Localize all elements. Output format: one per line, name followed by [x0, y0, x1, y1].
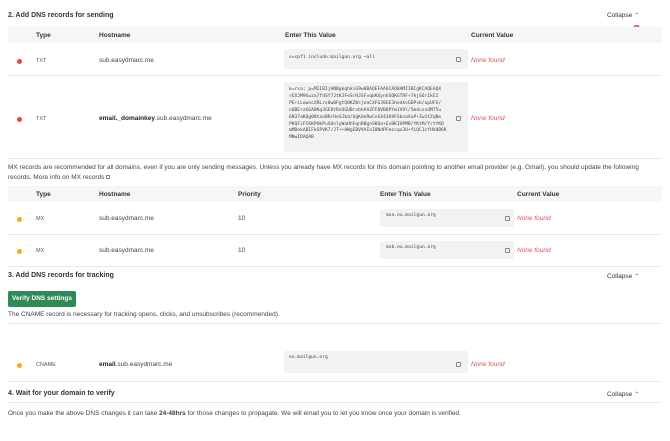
divider — [8, 75, 662, 76]
current-value-status: None found — [517, 215, 551, 222]
external-link-icon — [106, 175, 110, 179]
col-hostname: Hostname — [99, 191, 131, 198]
record-type: MX — [36, 248, 45, 254]
current-value-status: None found — [471, 57, 505, 64]
col-type: Type — [36, 32, 51, 39]
required-dot-icon — [17, 117, 22, 122]
required-dot-icon — [17, 59, 22, 64]
record-type: CNAME — [36, 362, 56, 368]
copy-icon[interactable] — [456, 116, 461, 121]
section-verify-title: 4. Wait for your domain to verify — [8, 390, 115, 397]
hostname-rest-part: .sub.easydmarc.me — [115, 361, 173, 368]
collapse-sending-toggle[interactable] — [607, 12, 639, 19]
mx-value: mxa.eu.mailgun.org — [386, 213, 436, 218]
recommended-dot-icon — [17, 217, 22, 222]
record-hostname: sub.easydmarc.me — [99, 215, 154, 222]
record-type: MX — [36, 216, 45, 222]
divider — [8, 266, 662, 267]
col-current-value: Current Value — [471, 32, 514, 39]
record-hostname: sub.easydmarc.me — [99, 57, 154, 64]
divider — [8, 402, 662, 403]
copy-icon[interactable] — [505, 248, 510, 253]
cname-note: The CNAME record is necessary for tracking opens, clicks, and unsubscribes (recommended). — [8, 311, 280, 318]
col-hostname: Hostname — [99, 32, 131, 39]
collapse-verify-toggle[interactable] — [607, 391, 639, 398]
col-type: Type — [36, 191, 51, 198]
chevron-up-icon: ⌃ — [634, 13, 640, 19]
copy-icon[interactable] — [505, 216, 510, 221]
record-hostname — [99, 361, 172, 368]
record-type: TXT — [36, 58, 47, 64]
record-hostname: sub.easydmarc.me — [99, 247, 154, 254]
current-value-status: None found — [471, 115, 505, 122]
current-value-status: None found — [471, 361, 505, 368]
divider — [8, 158, 662, 159]
collapse-label: Collapse — [607, 12, 633, 19]
recommended-dot-icon — [17, 363, 22, 368]
mx-note — [8, 163, 658, 183]
copy-icon[interactable] — [456, 362, 461, 367]
propagation-text-pre: Once you make the above DNS changes it can take — [8, 410, 160, 417]
chevron-up-icon: ⌃ — [634, 274, 640, 280]
divider — [8, 381, 662, 382]
col-priority: Priority — [238, 191, 261, 198]
record-hostname — [99, 115, 212, 122]
col-current-value: Current Value — [517, 191, 560, 198]
mx-records-link[interactable]: MX records — [71, 174, 105, 181]
hostname-bold-part: email — [99, 361, 116, 368]
current-value-status: None found — [517, 247, 551, 254]
collapse-label: Collapse — [607, 391, 633, 398]
record-priority: 10 — [238, 215, 246, 222]
hostname-bold-part: email._domainkey — [99, 115, 155, 122]
propagation-note — [8, 409, 461, 419]
verify-dns-settings-button[interactable]: Verify DNS settings — [8, 291, 76, 307]
dkim-value: k=rsa; p=MIIBIjANBgkqhkiG9w0BAQEFAAOCAQ8AMIIBCgKCAQEAQX rEXJM9Guza7fdSY7JtKJFeSrHJSFvqbKXynhSQKGTRF+7kjS6rIkEI PE+iLowncXRLrs0w0FgtQ0KZ0sjeaCXFGJ0GE3hedkvGDPvb/apUFX/ nOBE+zGGA0Kq3GE8tRnOGUBrvbhAAZFF8VB8PYm1V9l/5m4cxsdM75u 6N37aKQg08tanBRrHeSJbd/UgKdnRwCnSX4369FSbsaXaP+Zw1tZqNe PKQFiFCKKPHbPuSUnlyWaHhFqnRBgnSKOa+EvBKIHPMB/YKtM/YrtYKD mMDekABIFkSPVK7/JT++8WgEBVVAIeI8NdPFmzcqx3U+fLQC1cfHVdB6K MNwIDAQAB — [289, 87, 447, 141]
section-tracking-title: 3. Add DNS records for tracking — [8, 272, 114, 279]
mx-note-text: MX records are recommended for all domains, even if you are only sending messages. Unless you already have MX records for this domain pointing to another email provider (e.g. Gmail), you should update the following records. More info on — [8, 164, 639, 181]
copy-icon[interactable] — [456, 57, 461, 62]
col-enter-value: Enter This Value — [380, 191, 431, 198]
cname-value: eu.mailgun.org — [289, 355, 328, 360]
record-type: TXT — [36, 116, 47, 122]
col-enter-value: Enter This Value — [285, 32, 336, 39]
chevron-up-icon: ⌃ — [634, 392, 640, 398]
divider — [8, 323, 662, 324]
collapse-label: Collapse — [607, 273, 633, 280]
hostname-rest-part: .sub.easydmarc.me — [155, 115, 212, 122]
divider — [8, 234, 662, 235]
propagation-text-post: for those changes to propagate. We will email you to let you know once your domain is verified. — [185, 410, 461, 417]
section-sending-title: 2. Add DNS records for sending — [8, 12, 114, 19]
recommended-dot-icon — [17, 249, 22, 254]
spf-value: v=spf1 include:mailgun.org ~all — [289, 55, 375, 60]
propagation-time: 24-48hrs — [159, 410, 186, 417]
mx-value: mxb.eu.mailgun.org — [386, 245, 436, 250]
record-priority: 10 — [238, 247, 246, 254]
collapse-tracking-toggle[interactable] — [607, 273, 639, 280]
